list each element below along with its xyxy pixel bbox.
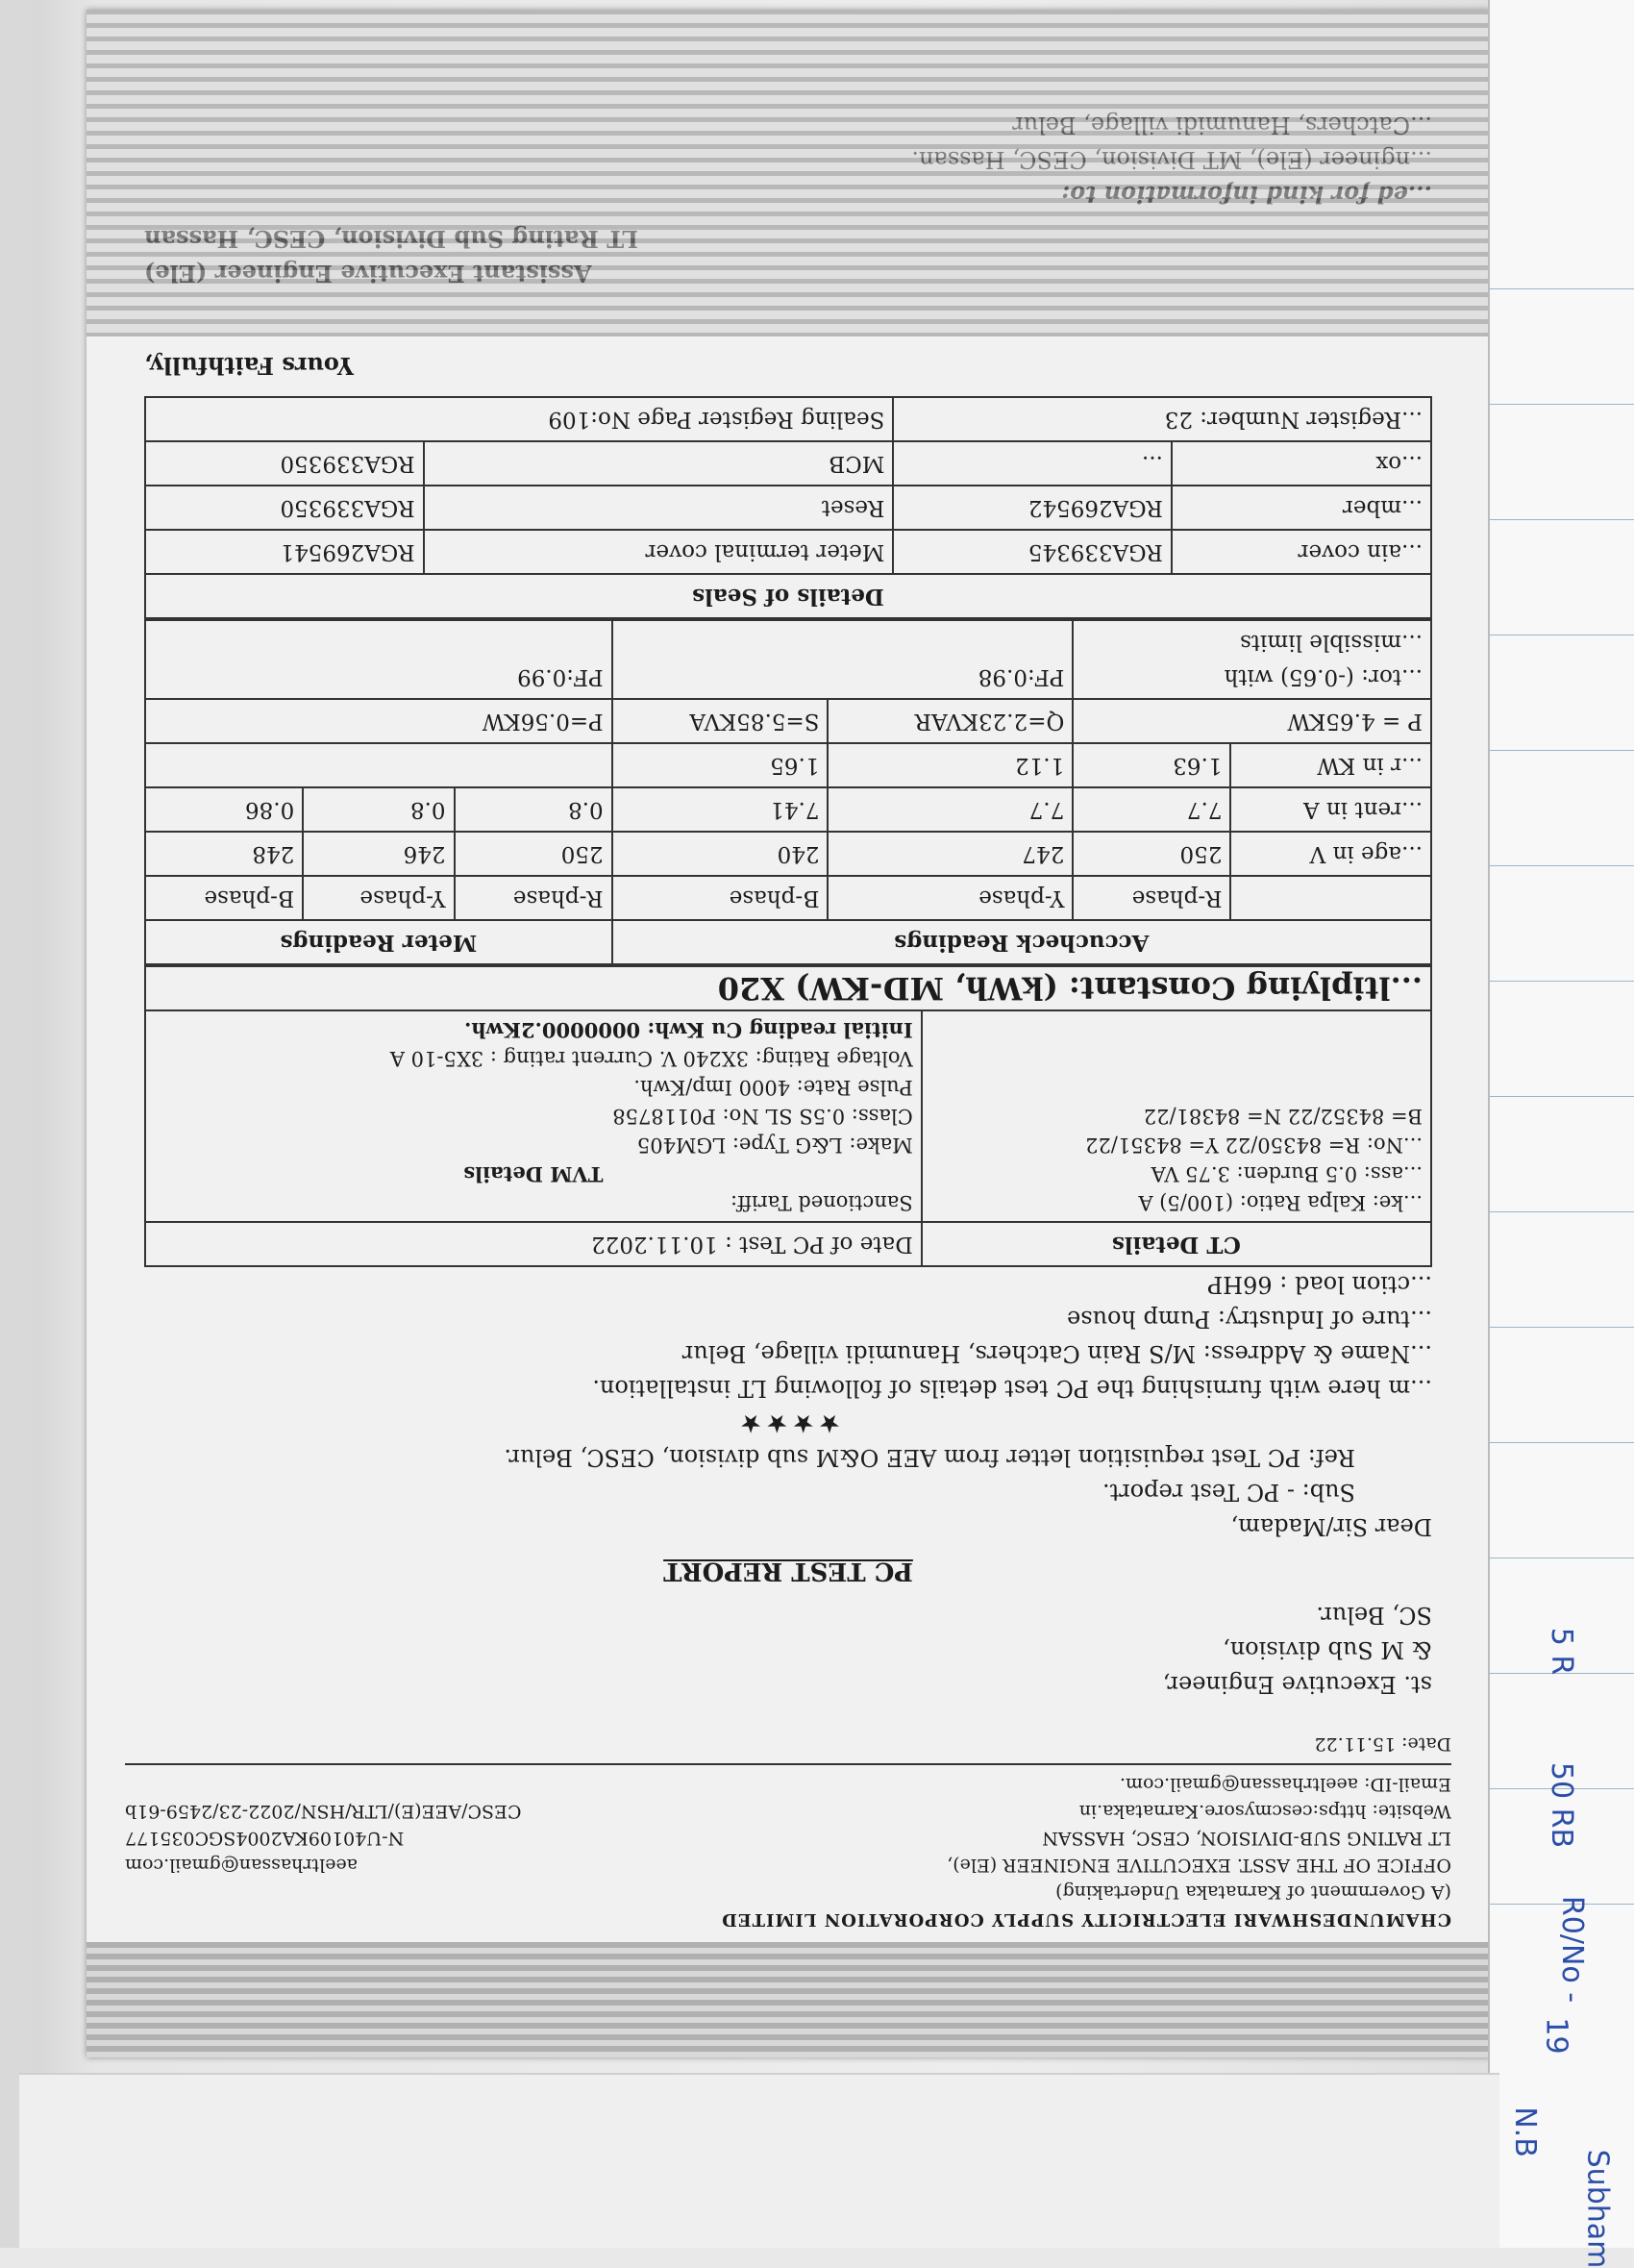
cell: 250: [1073, 832, 1230, 876]
acc-s: S=5.85KVA: [612, 699, 829, 743]
seal-value: RGA269542: [893, 486, 1172, 530]
met-phase-b: B-phase: [145, 876, 303, 920]
acc-phase-r: R-phase: [1073, 876, 1230, 920]
meter-p: P=0.56KW: [145, 699, 612, 743]
scan-noise-top: [87, 1942, 1490, 2057]
cell: 240: [612, 832, 829, 876]
stars: ★★★★: [735, 1408, 841, 1437]
intro-text: ...m here with furnishing the PC test details of following LT installation.: [592, 1375, 1432, 1402]
corporation-name: CHAMUNDESHWARI ELECTRICITY SUPPLY CORPORATION LIMITED: [721, 1909, 1451, 1930]
email: Email-ID: aeeltrhassan@gmail.com.: [1119, 1774, 1451, 1795]
tvm-pulse: Pulse Rate: 4000 Imp/Kwh.: [633, 1076, 913, 1099]
limits: ...missible limits: [1240, 630, 1423, 655]
seals-heading: Details of Seals: [145, 574, 1431, 618]
addressee-2: & M Sub division,: [1223, 1636, 1432, 1663]
cell: 7.7: [829, 787, 1074, 832]
ct-make: ...ke: Kalpa Ratio: (100/5) A: [1138, 1191, 1423, 1214]
met-phase-y: Y-phase: [303, 876, 454, 920]
division-line: LT RATING SUB-DIVISION, CESC, HASSAN: [1042, 1828, 1451, 1849]
acc-q: Q=2.23KVAR: [829, 699, 1074, 743]
seal-value: RGA339350: [145, 486, 424, 530]
subject: Sub: - PC Test report.: [1102, 1479, 1355, 1506]
ref-no: CESC/AEE(E)/LTR/HSN/2022-23/2459-61b: [125, 1801, 522, 1822]
handwriting-5r: 5 R: [1545, 1627, 1579, 1676]
cell: 0.8: [303, 787, 454, 832]
yours-faithfully: Yours Faithfully,: [144, 352, 354, 380]
tvm-voltage: Voltage Rating: 3X240 V. Current rating : 3X5-10 A: [389, 1047, 913, 1070]
accucheck-heading: Accucheck Readings: [612, 920, 1431, 964]
cell: 7.41: [612, 787, 829, 832]
tvm-make: Make: L&G Type: LGM405: [636, 1134, 913, 1157]
seal-label: Meter terminal cover: [424, 530, 894, 574]
seal-value: ...: [893, 441, 1172, 486]
seal-label: ...ox: [1172, 441, 1431, 486]
acc-pf: PF:0.98: [612, 620, 1074, 699]
connection-load: ...ction load : 66HP: [1207, 1271, 1432, 1298]
seal-label: ...mber: [1172, 486, 1431, 530]
cin: N-U40109KA2004SGC035177: [125, 1828, 405, 1849]
meter-heading: Meter Readings: [145, 920, 612, 964]
acc-p: P = 4.65KW: [1073, 699, 1431, 743]
cell: 0.86: [145, 787, 303, 832]
ct-class: ...ass: 0.5 Burden: 3.75 VA: [1151, 1162, 1423, 1185]
addressee-1: st. Executive Engineer,: [1162, 1671, 1432, 1698]
report-title: PC TEST REPORT: [663, 1557, 913, 1585]
cell: 1.65: [612, 743, 829, 787]
office-line: OFFICE OF THE ASST. EXECUTIVE ENGINEER (Ele),: [947, 1855, 1451, 1876]
handwriting-nb: N.B: [1507, 2106, 1542, 2157]
binder-edge: [0, 0, 33, 2248]
cell: 1.12: [829, 743, 1074, 787]
met-phase-r: R-phase: [455, 876, 612, 920]
handwriting-subham: Subham: [1580, 2149, 1615, 2268]
seal-label: MCB: [424, 441, 894, 486]
acc-phase-b: B-phase: [612, 876, 829, 920]
scan-noise-bottom: [87, 10, 1490, 336]
handwriting-19: 19: [1539, 2017, 1573, 2055]
cell: 246: [303, 832, 454, 876]
letter-date: Date: 15.11.22: [1314, 1733, 1451, 1755]
salutation: Dear Sir/Madam,: [1230, 1513, 1432, 1540]
tvm-class: Class: 0.5S SL No: P0118758: [612, 1105, 913, 1128]
ct-sl: ...No: R= 84350/22 Y= 84351/22: [1085, 1134, 1423, 1157]
acc-phase-y: Y-phase: [829, 876, 1074, 920]
handwriting-ro-no: R0/No -: [1555, 1895, 1590, 2004]
cell: 0.8: [455, 787, 612, 832]
cell: 1.63: [1073, 743, 1230, 787]
cell: 250: [455, 832, 612, 876]
document-page: [87, 10, 1490, 2057]
row-label: ...age in V: [1230, 832, 1431, 876]
cell: 248: [145, 832, 303, 876]
letter-body: [144, 108, 1432, 1702]
readings-table: [144, 619, 1432, 965]
tariff: Sanctioned Tariff:: [730, 1191, 913, 1214]
seal-label: ...ain cover: [1172, 530, 1431, 574]
seal-value: RGA339350: [145, 441, 424, 486]
ct-tvm-table: [144, 965, 1432, 1267]
register-number: ...Register Number: 23: [893, 397, 1431, 441]
website: Website: https:cescmysore.Karnataka.in: [1078, 1801, 1451, 1822]
seal-value: RGA339345: [893, 530, 1172, 574]
seal-label: Reset: [424, 486, 894, 530]
govt-note: (A Government of Karnataka Undertaking): [1055, 1882, 1451, 1903]
email-left: aeeltrhassan@gmail.com: [125, 1855, 359, 1876]
row-label: ...rent in A: [1230, 787, 1431, 832]
addressee-3: SC, Belur.: [1316, 1602, 1432, 1629]
register-page: Sealing Register Page No:109: [145, 397, 893, 441]
industry: ...ture of Industry: Pump house: [1067, 1306, 1432, 1333]
tvm-initial: Initial reading Cu Kwh: 0000000.2Kwh.: [464, 1018, 913, 1042]
seals-table: [144, 396, 1432, 619]
meter-pf: PF:0.99: [145, 620, 612, 699]
name-address: ...Name & Address: M/S Rain Catchers, Hanumidi village, Belur: [681, 1340, 1432, 1367]
ct-sl2: B= 84352/22 N= 84381/22: [1143, 1105, 1423, 1128]
bottom-margin: [19, 2073, 1499, 2248]
cell: 247: [829, 832, 1074, 876]
tvm-heading: TVM Details: [463, 1162, 604, 1186]
handwriting-50rb: 50 RB: [1545, 1761, 1579, 1849]
pf-row: ...tor: (-0.65) with: [1224, 664, 1423, 689]
date-of-test: Date of PC Test : 10.11.2022: [145, 1222, 922, 1266]
seal-value: RGA269541: [145, 530, 424, 574]
multiplying-constant: ...ltiplying Constant: (kWh, MD-KW) X20: [145, 966, 1431, 1010]
letterhead: [125, 1731, 1451, 1932]
cell: 7.7: [1073, 787, 1230, 832]
reference: Ref: PC Test requisition letter from AEE O&M sub division, CESC, Belur.: [504, 1444, 1355, 1471]
ct-heading: CT Details: [922, 1222, 1431, 1266]
row-label: ...r in KW: [1230, 743, 1431, 787]
